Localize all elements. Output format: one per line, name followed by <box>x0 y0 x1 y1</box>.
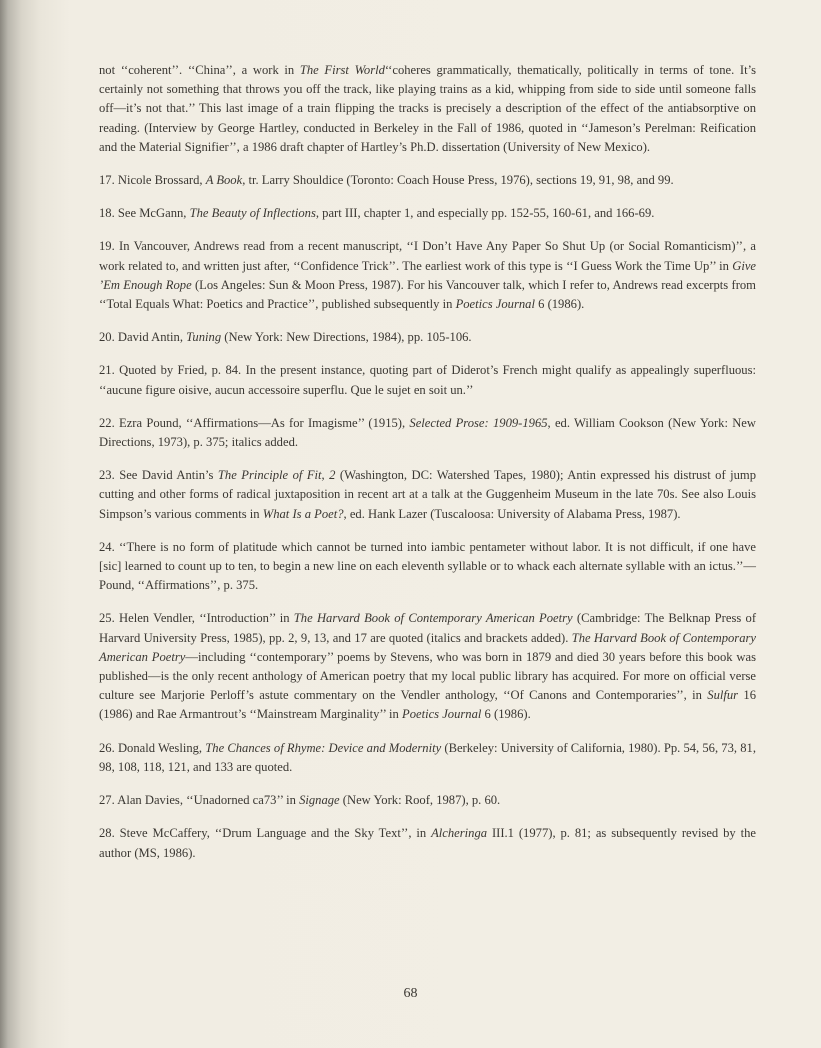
italic-title: Selected Prose: 1909-1965 <box>409 415 548 430</box>
footnote <box>99 791 756 810</box>
footnote <box>99 609 756 724</box>
footnote <box>99 739 756 777</box>
text-run: Quoted by Fried, p. 84. In the present instance, quoting part of Diderot’s French might qualify as appealingly superfluous: ‘‘aucune figure oisive, aucun accessoire superflu. Que le sujet en soit un.’’ <box>99 363 756 397</box>
text-run: (Cambridge: The Belknap Press of Harvard University Press, 1985), pp. 2, 9, 13, and 17 are quoted (italics and brackets added). <box>99 611 757 645</box>
text-run: ‘‘coheres grammatically, thematically, politically in terms of tone. It’s certainly not something that throws you off the track, like playing trains as a kid, whipping from side to side until someone falls off—it’s not that.’’ This last image of a train flipping the tracks is precisely a description of the effect of the antiabsorptive on reading. (Interview by George Hartley, conducted in Berkeley in the Fall of 1986, quoted in ‘‘Jameson’s Perelman: Reification and the Material Signifier’’, a 1986 draft chapter of Hartley’s Ph.D. dissertation (University of New Mexico). <box>99 63 757 154</box>
footnote-number: 25. <box>99 611 115 626</box>
footnote-number: 24. <box>99 539 115 554</box>
footnote <box>99 361 756 399</box>
italic-title: Give ’Em Enough Rope <box>99 258 756 292</box>
text-run: Alan Davies, ‘‘Unadorned ca73’’ in <box>117 793 300 808</box>
italic-title: Alcheringa <box>431 826 488 841</box>
italic-title: The Principle of Fit, 2 <box>217 468 336 483</box>
footnote-number: 28. <box>99 826 115 841</box>
italic-title: What Is a Poet? <box>262 506 344 521</box>
text-run: 6 (1986). <box>481 707 531 722</box>
italic-title: The Harvard Book of Contemporary American Poetry <box>293 611 573 626</box>
footnote-number: 18. <box>99 206 115 221</box>
text-run: David Antin, <box>117 330 187 345</box>
text-run: (New York: New Directions, 1984), pp. 105-106. <box>221 330 472 345</box>
text-run: (Berkeley: University of California, 1980). Pp. 54, 56, 73, 81, 98, 108, 118, 121, and 133 are quoted. <box>99 740 756 774</box>
footnote-number: 26. <box>99 740 115 755</box>
italic-title: Signage <box>299 793 340 808</box>
footnote-number: 19. <box>99 239 115 254</box>
italic-title: Poetics Journal <box>402 707 482 722</box>
italic-title: The Chances of Rhyme: Device and Modernity <box>205 740 442 755</box>
text-run: , tr. Larry Shouldice (Toronto: Coach House Press, 1976), sections 19, 91, 98, and 99. <box>242 173 674 188</box>
text-run: ‘‘There is no form of platitude which cannot be turned into iambic pentameter without labor. It is not difficult, if one have [sic] learned to count up to ten, to begin a new line on each eleventh syllable or to whack each alternate syllable with an ictus.’’—Pound, ‘‘Affirmations’’, p. 375. <box>99 539 756 593</box>
text-run: —including ‘‘contemporary’’ poems by Stevens, who was born in 1879 and died 30 years before this book was published—is the only recent anthology of American poetry that my local public library has acquired. For more on official verse culture see Marjorie Perloff’s astute commentary on the Vendler anthology, ‘‘Of Canons and Contemporaries’’, in <box>99 649 756 703</box>
footnote <box>99 824 756 862</box>
italic-title: The Beauty of Inflections <box>189 206 316 221</box>
notes-section <box>99 61 756 877</box>
text-run: Nicole Brossard, <box>117 173 206 188</box>
text-run: (New York: Roof, 1987), p. 60. <box>339 793 501 808</box>
footnote <box>99 328 756 347</box>
italic-title: A Book <box>205 173 243 188</box>
page-number: 68 <box>403 986 418 1001</box>
italic-title: The First World <box>299 63 385 77</box>
footnote-number: 23. <box>99 468 115 483</box>
text-run: (Los Angeles: Sun & Moon Press, 1987). For his Vancouver talk, which I refer to, Andrews read excerpts from ‘‘Total Equals What: Poetics and Practice’’, published subsequently in <box>99 277 756 312</box>
text-run: III.1 (1977), p. 81; as subsequently revised by the author (MS, 1986). <box>99 826 756 860</box>
text-run: Ezra Pound, ‘‘Affirmations—As for Imagisme’’ (1915), <box>119 415 410 430</box>
text-run: , ed. Hank Lazer (Tuscaloosa: University of Alabama Press, 1987). <box>343 506 681 521</box>
footnote-number: 20. <box>99 330 115 345</box>
footnote-number: 22. <box>99 415 115 430</box>
italic-title: The Harvard Book of Contemporary American Poetry <box>99 630 756 664</box>
text-run: Donald Wesling, <box>117 740 206 755</box>
text-run: Steve McCaffery, ‘‘Drum Language and the Sky Text’’, in <box>119 826 432 841</box>
text-run: , ed. William Cookson (New York: New Directions, 1973), p. 375; italics added. <box>99 415 756 450</box>
text-run: See David Antin’s <box>119 468 218 483</box>
text-run: Helen Vendler, ‘‘Introduction’’ in <box>119 611 294 626</box>
note-continuation-paragraph <box>99 61 756 157</box>
italic-title: Tuning <box>186 330 222 345</box>
text-run: 16 (1986) and Rae Armantrout’s ‘‘Mainstream Marginality’’ in <box>99 688 756 722</box>
italic-title: Sulfur <box>707 688 739 703</box>
text-run: (Washington, DC: Watershed Tapes, 1980); Antin expressed his distrust of jump cutting and other forms of radical juxtaposition in recent art at a talk at the Guggenheim Museum in the late 70s. See also Louis Simpson’s various comments in <box>99 468 756 521</box>
text-run: not ‘‘coherent’’. ‘‘China’’, a work in <box>99 63 300 77</box>
footnote <box>99 414 756 452</box>
italic-title: Poetics Journal <box>455 297 535 312</box>
text-run: , part III, chapter 1, and especially pp. 152-55, 160-61, and 166-69. <box>315 206 655 221</box>
text-run: In Vancouver, Andrews read from a recent manuscript, ‘‘I Don’t Have Any Paper So Shut Up (or Social Romanticism)’’, a work related to, and written just after, ‘‘Confidence Trick’’. The earliest work of this type is ‘‘I Guess Work the Time Up’’ in <box>99 239 756 273</box>
footnote <box>99 538 756 596</box>
text-run: See McGann, <box>117 206 190 221</box>
footnote <box>99 171 756 190</box>
footnote-number: 27. <box>99 793 115 808</box>
notes-list <box>99 171 756 863</box>
text-run: 6 (1986). <box>534 297 585 312</box>
footnote <box>99 466 756 524</box>
footnote-number: 21. <box>99 363 115 378</box>
footnote <box>99 237 756 314</box>
footnote-number: 17. <box>99 173 115 188</box>
footnote <box>99 204 756 223</box>
